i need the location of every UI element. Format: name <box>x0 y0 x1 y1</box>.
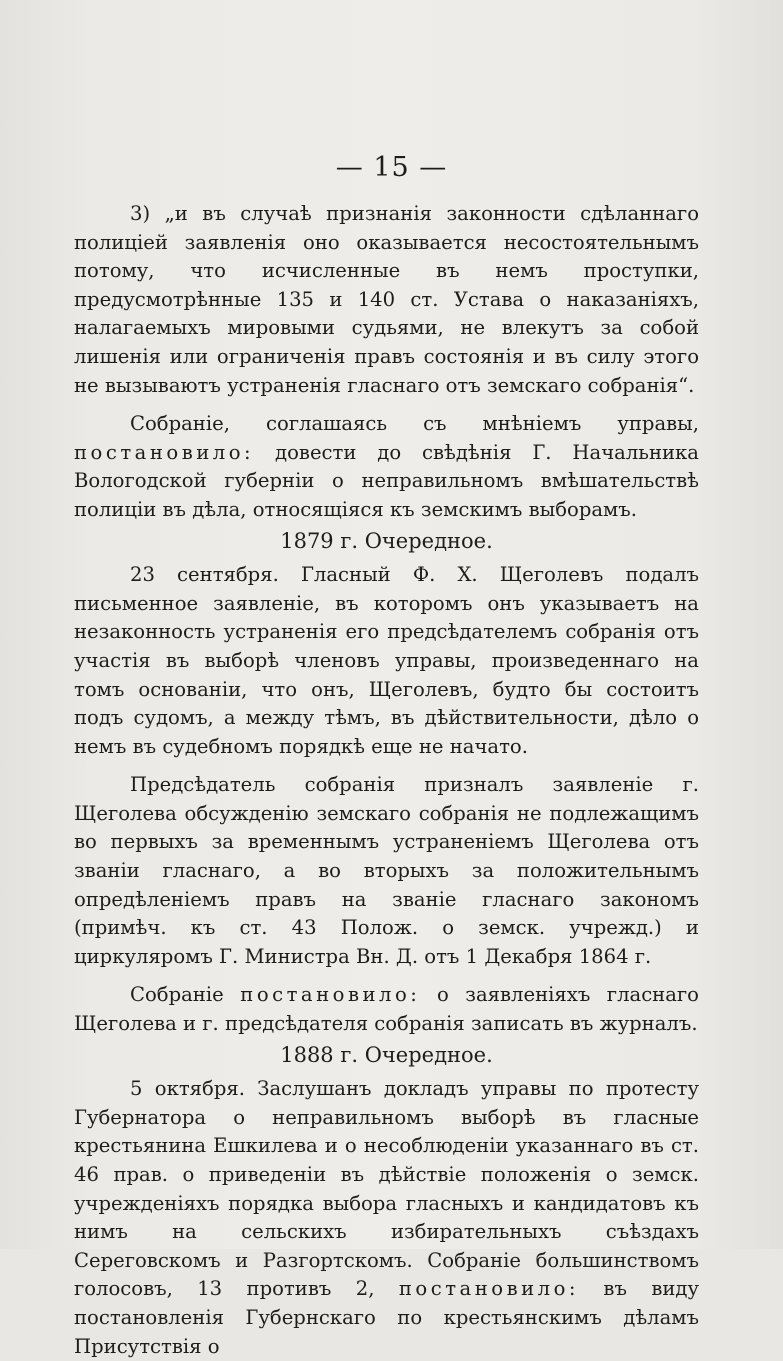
paragraph-text: довести до свѣдѣнія Г. Начальника Вологодской губерніи о неправильномъ вмѣшательствѣ полиціи въ дѣла, относящіяся къ земскимъ выборамъ. <box>74 440 699 521</box>
section-heading-1888: 1888 г. Очередное. <box>280 1042 493 1067</box>
paragraph-text: Собраніе, соглашаясь съ мнѣніемъ управы, <box>130 412 699 436</box>
spaced-keyword: постановило: <box>398 1277 580 1301</box>
paragraph-resolution <box>74 410 699 524</box>
paragraph-resolution-1879 <box>74 981 699 1038</box>
paragraph-text: въ виду постановленія Губернскаго по крестьянскимъ дѣламъ Присутствія о <box>74 1277 700 1358</box>
section-heading-1879: 1879 г. Очередное. <box>280 528 493 553</box>
spaced-keyword: постановило: <box>74 440 255 464</box>
page-body <box>74 200 699 1361</box>
paragraph-chairman: Предсѣдатель собранія призналъ заявленіе г. Щеголева обсужденію земскаго собранія не подлежащимъ во первыхъ за временнымъ устраненіемъ Щеголева отъ званіи гласнаго, а во вторыхъ за положительнымъ опредѣленіемъ правъ на званіе гласнаго закономъ (примѣч. къ ст. 43 Полож. о земск. учрежд.) и циркуляромъ Г. Министра Вн. Д. отъ 1 Декабря 1864 г. <box>74 773 699 968</box>
paragraph-quote: 3) „и въ случаѣ признанія законности сдѣланнаго полиціей заявленія оно оказывается несостоятельнымъ потому, что исчисленные въ немъ проступки, предусмотрѣнные 135 и 140 ст. Устава о наказаніяхъ, налагаемыхъ мировыми судьями, не влекутъ за собой лишенія или ограниченія правъ состоянія и въ силу этого не вызываютъ устраненія гласнаго отъ земскаго собранія“. <box>74 202 699 397</box>
paragraph-shchegolev-statement: 23 сентября. Гласный Ф. Х. Щеголевъ подалъ письменное заявленіе, въ которомъ онъ указываетъ на незаконность устраненія его предсѣдателемъ собранія отъ участія въ выборѣ членовъ управы, произведеннаго на томъ основаніи, что онъ, Щеголевъ, будто бы состоитъ подъ судомъ, а между тѣмъ, въ дѣйствительности, дѣло о немъ въ судебномъ порядкѣ еще не начато. <box>74 563 699 758</box>
paragraph-text: 5 октября. Заслушанъ докладъ управы по протесту Губернатора о неправильномъ выборѣ въ гласные крестьянина Ешкилева и о несоблюденіи указаннаго въ ст. 46 прав. о приведеніи въ дѣйствіе положенія о земск. учрежденіяхъ порядка выбора гласныхъ и кандидатовъ къ нимъ на сельскихъ избирательныхъ съѣздахъ Сереговскомъ и Разгортскомъ. Собраніе большинствомъ голосовъ, 13 противъ 2, <box>74 1077 699 1301</box>
spaced-keyword: постановило: <box>240 983 421 1007</box>
paragraph-text: Собраніе <box>130 983 241 1007</box>
page-number: — 15 — <box>335 152 448 183</box>
paragraph-october-report <box>74 1075 699 1361</box>
paragraph-text: о заявленіяхъ гласнаго Щеголева и г. предсѣдателя собранія записать въ журналъ. <box>74 983 699 1036</box>
